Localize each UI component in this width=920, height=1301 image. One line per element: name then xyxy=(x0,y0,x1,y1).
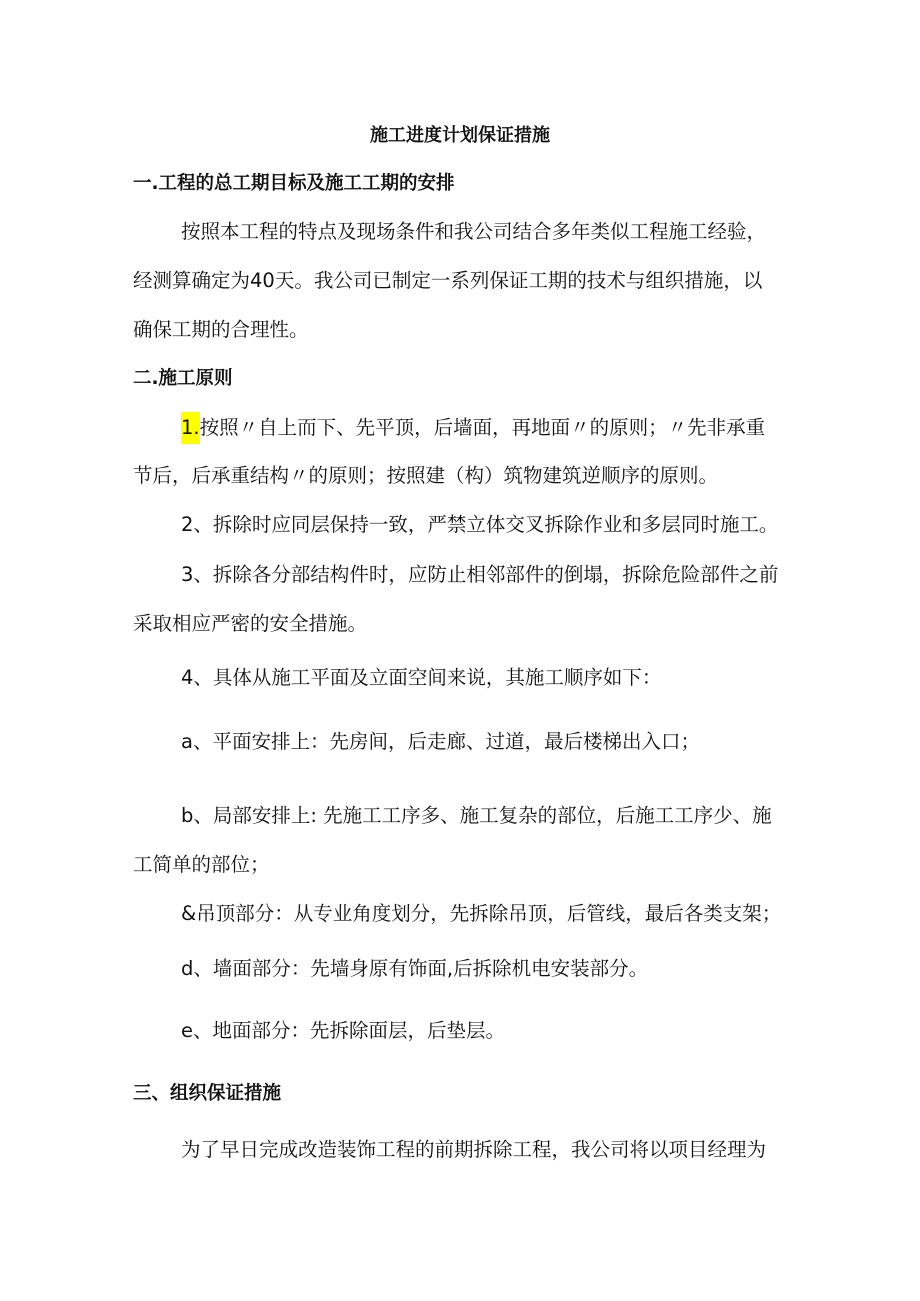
s2-sub-e: e、地面部分：先拆除面层，后垫层。 xyxy=(181,1019,505,1042)
s2-item-3-line-2: 采取相应严密的安全措施。 xyxy=(133,612,368,635)
section-2-heading: 二.施工原则 xyxy=(133,368,233,389)
s1-paragraph-line-1: 按照本工程的特点及现场条件和我公司结合多年类似工程施工经验， xyxy=(181,220,767,243)
s2-item-3-line-1: 3、拆除各分部结构件时，应防止相邻部件的倒塌，拆除危险部件之前 xyxy=(181,563,779,586)
s1-paragraph-line-3: 确保工期的合理性。 xyxy=(133,318,309,341)
s1-paragraph-line-2: 经测算确定为40天。我公司已制定一系列保证工期的技术与组织措施，以 xyxy=(133,269,763,292)
s2-sub-b-line-2: 工简单的部位； xyxy=(133,853,270,876)
s2-sub-a: a、平面安排上：先房间，后走廊、过道，最后楼梯出入口； xyxy=(181,730,700,753)
section-1-heading: 一.工程的总工期目标及施工工期的安排 xyxy=(133,173,455,194)
s2-item-1-text: 按照〃自上而下、先平顶，后墙面，再地面〃的原则；〃先非承重 xyxy=(199,416,766,439)
s2-item-1-line-1 xyxy=(181,416,765,444)
s2-item-1-line-2: 节后，后承重结构〃的原则；按照建（构）筑物建筑逆顺序的原则。 xyxy=(133,464,719,487)
section-3-heading: 三、组织保证措施 xyxy=(133,1083,282,1104)
s3-paragraph-line-1: 为了早日完成改造装饰工程的前期拆除工程，我公司将以项目经理为 xyxy=(181,1138,767,1161)
page-title: 施工进度计划保证措施 xyxy=(370,125,550,146)
s2-sub-d: d、墙面部分：先墙身原有饰面,后拆除机电安装部分。 xyxy=(181,957,649,980)
s2-sub-b-line-1: b、局部安排上: 先施工工序多、施工复杂的部位，后施工工序少、施 xyxy=(181,804,772,827)
s2-item-2: 2、拆除时应同层保持一致，严禁立体交叉拆除作业和多层同时施工。 xyxy=(181,513,779,536)
s2-item-4: 4、具体从施工平面及立面空间来说，其施工顺序如下： xyxy=(181,666,662,689)
highlighted-marker: 1. xyxy=(181,412,200,444)
s2-sub-c: &吊顶部分：从专业角度划分，先拆除吊顶，后管线，最后各类支架； xyxy=(181,902,782,925)
